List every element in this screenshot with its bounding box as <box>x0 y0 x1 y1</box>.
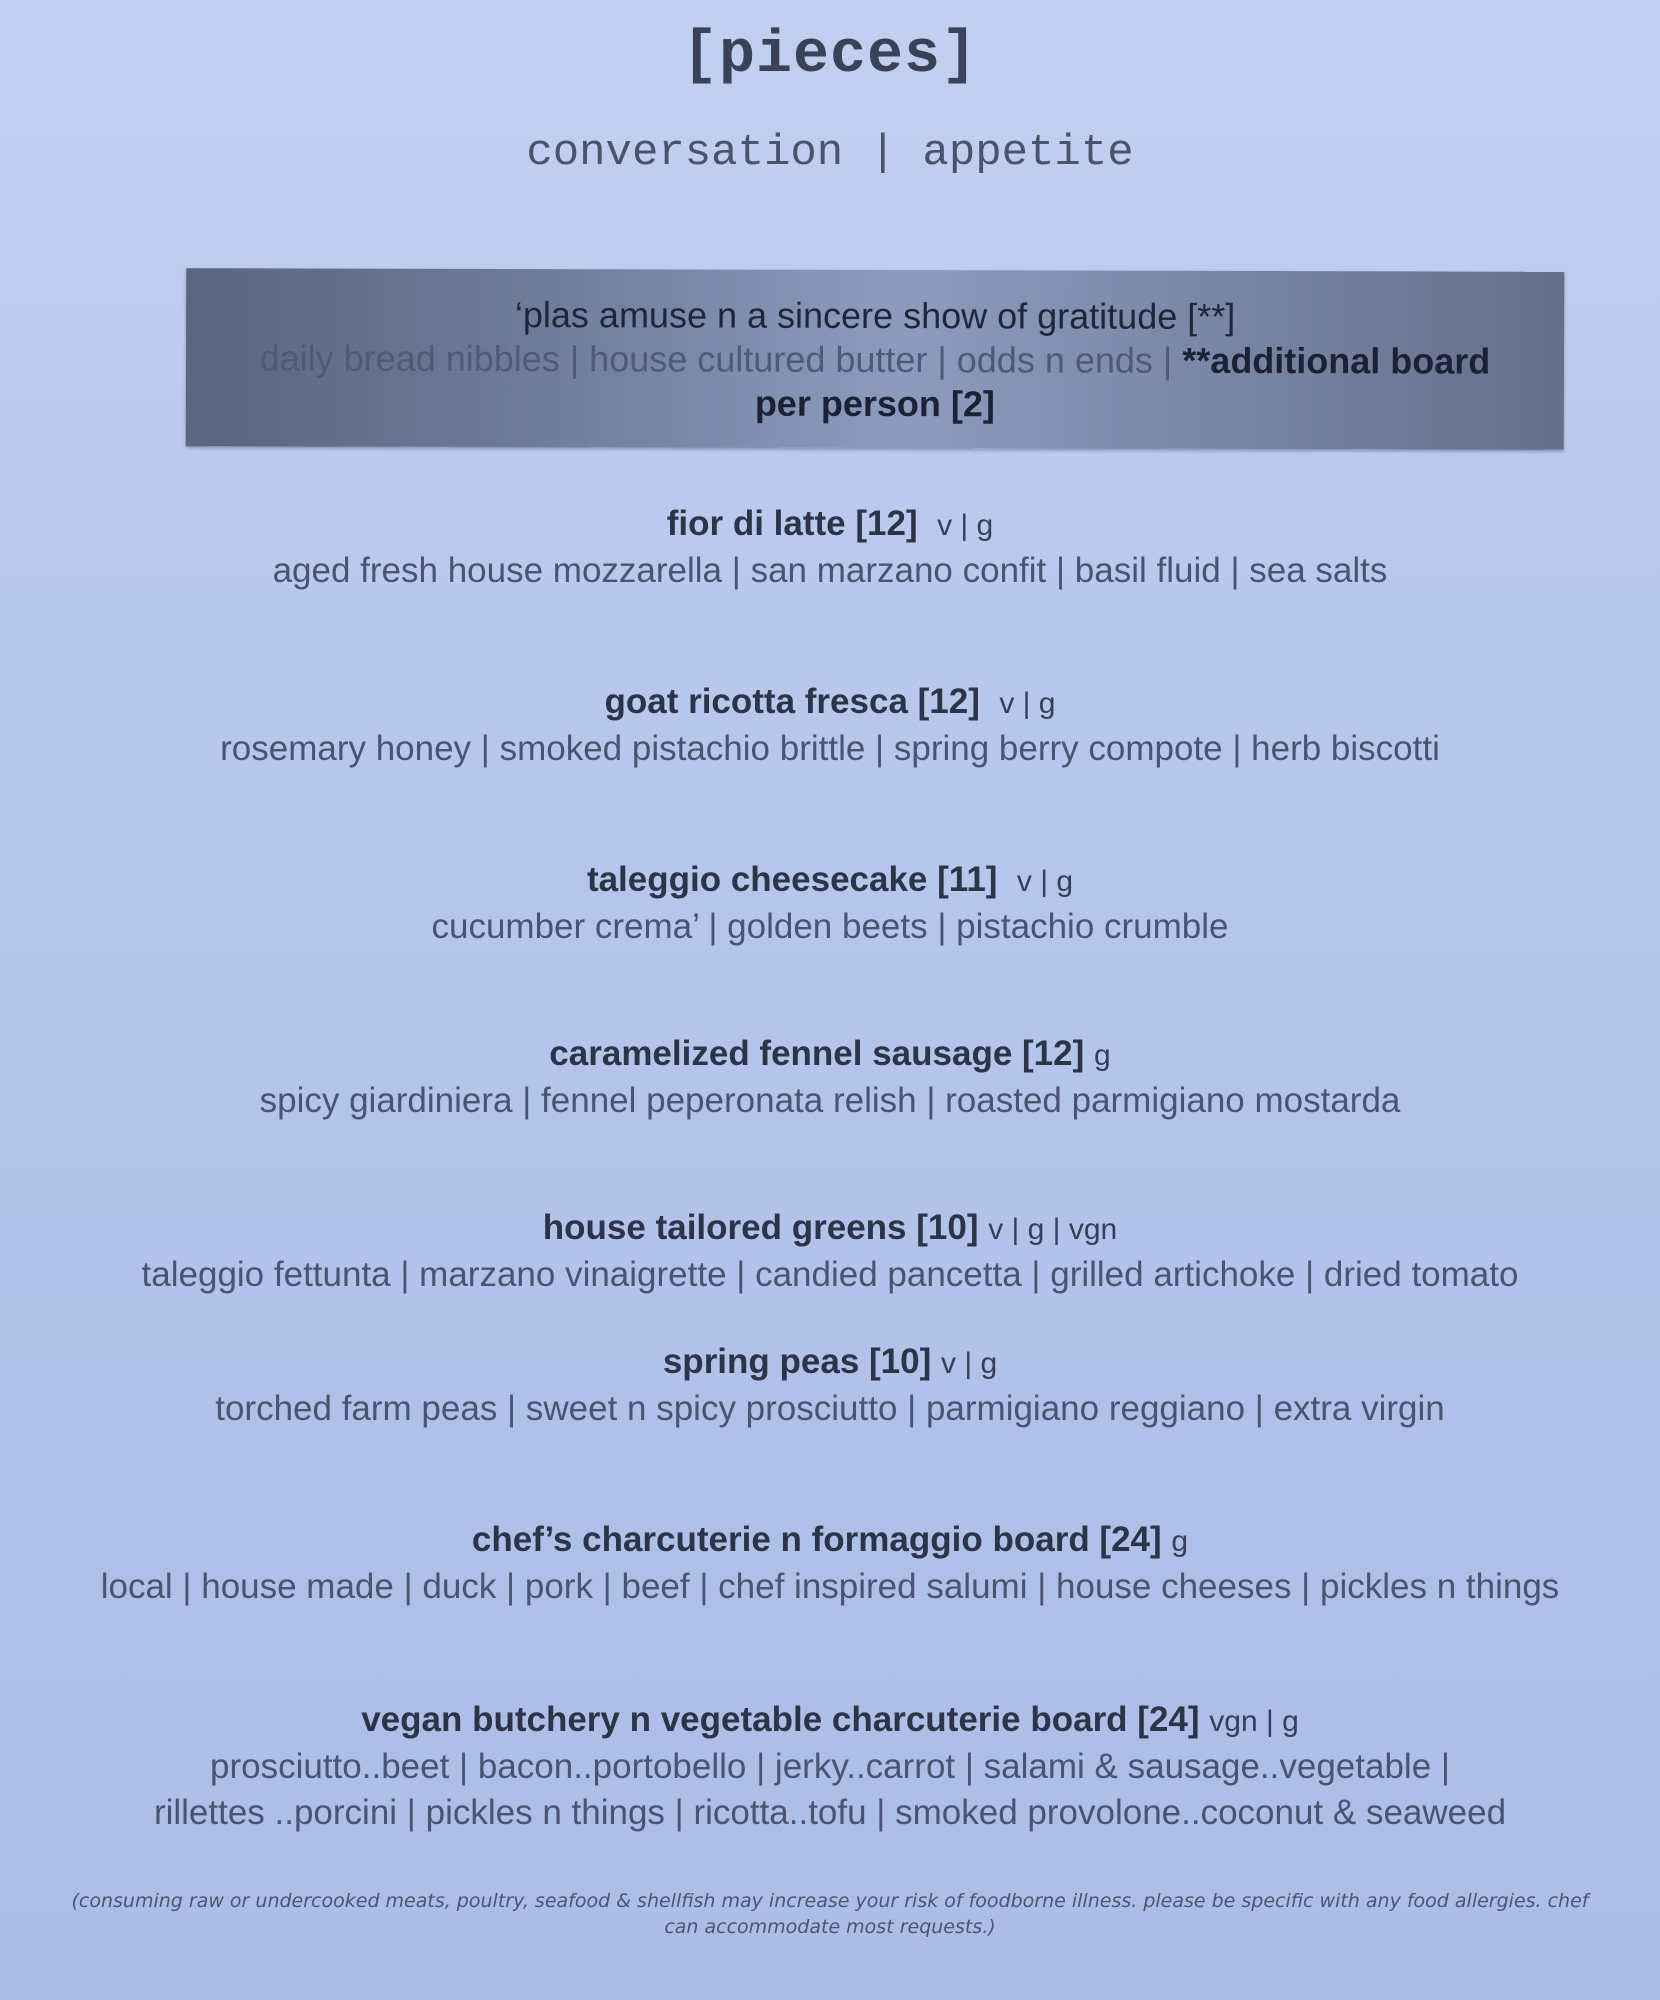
menu-item <box>0 1206 1660 1298</box>
item-name: taleggio cheesecake [11] <box>586 860 998 899</box>
allergy-footnote: (consuming raw or undercooked meats, poultry, seafood & shellfish may increase your risk of foodborne illness. please be specific with any food allergies. chef can accommodate most requests.) <box>71 1890 1589 1938</box>
item-diet-tags: v | g <box>937 509 994 542</box>
menu-subtitle: conversation | appetite <box>526 128 1134 178</box>
banner-description <box>186 336 1564 384</box>
menu-item <box>0 1340 1660 1432</box>
item-name: vegan butchery n vegetable charcuterie board [24] <box>361 1700 1200 1739</box>
item-description: cucumber crema’ | golden beets | pistachio crumble <box>431 907 1229 946</box>
item-diet-tags: v | g <box>999 687 1056 720</box>
menu-item <box>0 1032 1660 1124</box>
menu-title: [pieces] <box>681 22 979 90</box>
item-diet-tags: v | g <box>941 1347 998 1380</box>
item-title <box>0 1698 1660 1744</box>
item-description: aged fresh house mozzarella | san marzano confit | basil fluid | sea salts <box>272 551 1388 590</box>
item-title <box>0 1518 1660 1564</box>
item-description-continued: rillettes ..porcini | pickles n things | ricotta..tofu | smoked provolone..coconut & seaweed <box>153 1793 1507 1832</box>
item-diet-tags: vgn | g <box>1209 1705 1299 1738</box>
item-description: torched farm peas | sweet n spicy prosciutto | parmigiano reggiano | extra virgin <box>215 1389 1445 1428</box>
item-description: local | house made | duck | pork | beef | chef inspired salumi | house cheeses | pickles n things <box>100 1567 1560 1606</box>
item-name: chef’s charcuterie n formaggio board [24] <box>471 1520 1162 1559</box>
item-diet-tags: v | g <box>1016 865 1074 898</box>
banner-price-line: per person [2] <box>754 382 995 425</box>
item-name: house tailored greens [10] <box>542 1208 979 1247</box>
menu-item <box>0 680 1660 772</box>
item-description: taleggio fettunta | marzano vinaigrette | candied pancetta | grilled artichoke | dried tomato <box>141 1255 1519 1294</box>
item-title <box>0 1206 1660 1252</box>
item-description: prosciutto..beet | bacon..portobello | jerky..carrot | salami & sausage..vegetable | <box>210 1747 1450 1786</box>
menu-item <box>0 1518 1660 1610</box>
item-description: rosemary honey | smoked pistachio brittle | spring berry compote | herb biscotti <box>220 729 1440 768</box>
item-name: goat ricotta fresca [12] <box>604 682 980 721</box>
item-name: fior di latte [12] <box>666 504 918 543</box>
item-title <box>0 858 1660 904</box>
banner-additional-note: **additional board <box>1182 339 1491 382</box>
menu-item <box>0 502 1660 594</box>
amuse-banner <box>186 268 1564 450</box>
menu-item <box>0 858 1660 950</box>
banner-description-text: daily bread nibbles | house cultured butter | odds n ends | <box>259 337 1173 381</box>
item-title <box>0 680 1660 726</box>
item-title <box>0 1340 1660 1386</box>
item-title <box>0 1032 1660 1078</box>
item-diet-tags: g <box>1094 1039 1111 1072</box>
item-diet-tags: v | g | vgn <box>988 1213 1118 1246</box>
item-name: caramelized fennel sausage [12] <box>549 1034 1085 1073</box>
item-description: spicy giardiniera | fennel peperonata relish | roasted parmigiano mostarda <box>259 1081 1401 1120</box>
item-name: spring peas [10] <box>662 1342 932 1381</box>
banner-title: ‘plas amuse n a sincere show of gratitude [**] <box>514 294 1236 337</box>
item-title <box>0 502 1660 548</box>
menu-item <box>0 1698 1660 1836</box>
item-diet-tags: g <box>1171 1525 1189 1558</box>
